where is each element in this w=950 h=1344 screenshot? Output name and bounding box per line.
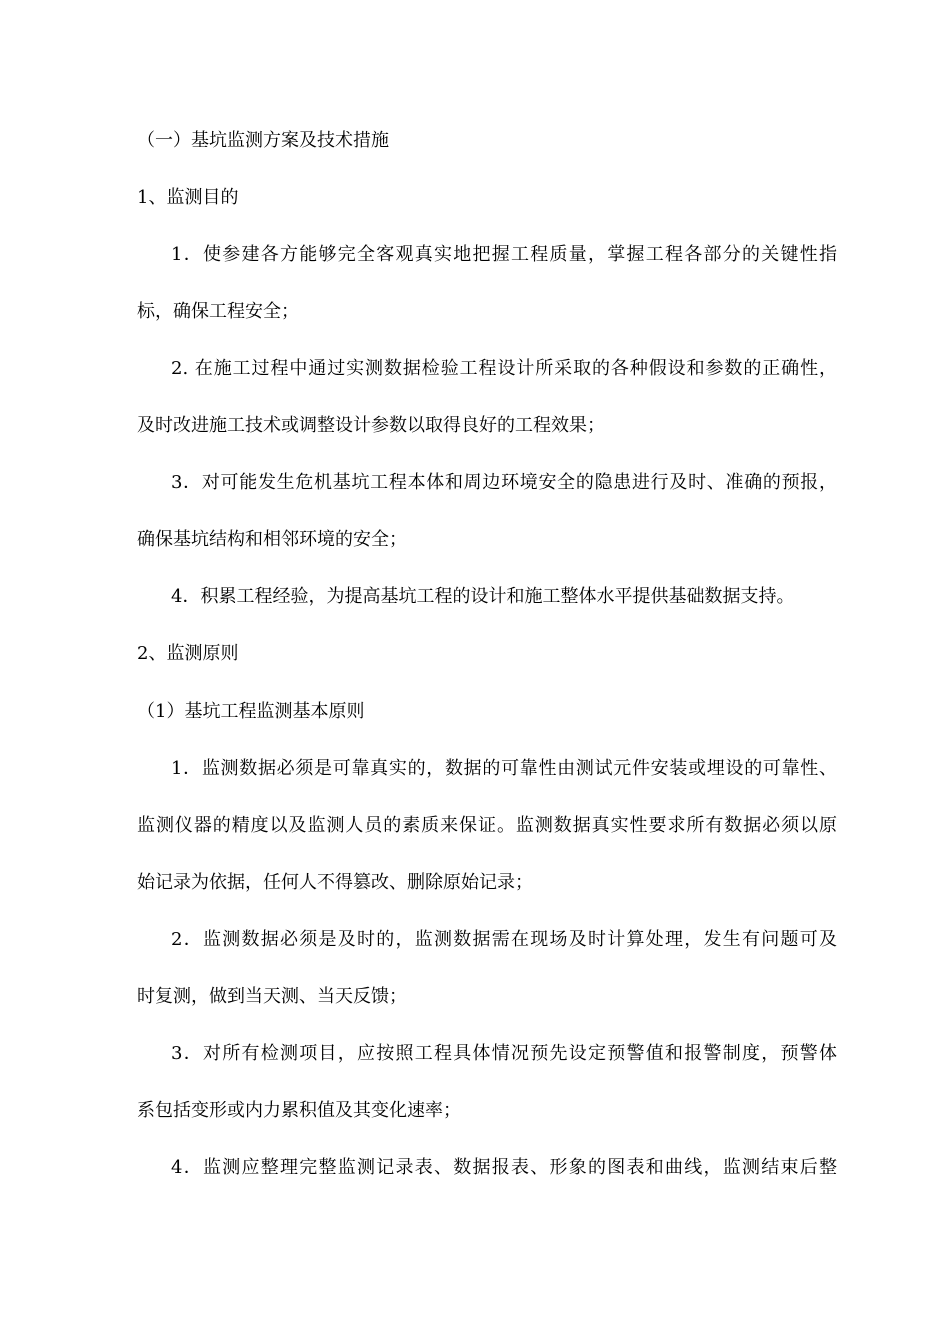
section2-item2-line1: 2．监测数据必须是及时的，监测数据需在现场及时计算处理，发生有问题可及 <box>171 929 837 950</box>
section1-item3-line2: 确保基坑结构和相邻环境的安全； <box>137 529 407 550</box>
section1-item1-line1: 1．使参建各方能够完全客观真实地把握工程质量，掌握工程各部分的关键性指 <box>171 244 837 265</box>
section1-item1-line2: 标，确保工程安全； <box>137 301 299 322</box>
section2-title: 2、监测原则 <box>137 643 239 664</box>
section1-item4-line1: 4．积累工程经验，为提高基坑工程的设计和施工整体水平提供基础数据支持。 <box>171 586 795 607</box>
section2-item3-line2: 系包括变形或内力累积值及其变化速率； <box>137 1100 461 1121</box>
section2-item4-line1: 4．监测应整理完整监测记录表、数据报表、形象的图表和曲线，监测结束后整 <box>171 1157 837 1178</box>
section1-title: 1、监测目的 <box>137 187 239 208</box>
section2-item1-line1: 1．监测数据必须是可靠真实的，数据的可靠性由测试元件安装或埋设的可靠性、 <box>171 758 837 779</box>
section1-item2-line1: 2. 在施工过程中通过实测数据检验工程设计所采取的各种假设和参数的正确性， <box>171 358 837 379</box>
section2-item1-line2: 监测仪器的精度以及监测人员的素质来保证。监测数据真实性要求所有数据必须以原 <box>137 815 837 836</box>
section1-item2-line2: 及时改进施工技术或调整设计参数以取得良好的工程效果； <box>137 415 605 436</box>
section2-subtitle: （1）基坑工程监测基本原则 <box>137 701 365 722</box>
section2-item3-line1: 3．对所有检测项目，应按照工程具体情况预先设定预警值和报警制度，预警体 <box>171 1043 837 1064</box>
section2-item1-line3: 始记录为依据，任何人不得篡改、删除原始记录； <box>137 872 533 893</box>
section2-item2-line2: 时复测，做到当天测、当天反馈； <box>137 986 407 1007</box>
section-heading: （一）基坑监测方案及技术措施 <box>137 130 389 151</box>
section1-item3-line1: 3．对可能发生危机基坑工程本体和周边环境安全的隐患进行及时、准确的预报， <box>171 472 837 493</box>
